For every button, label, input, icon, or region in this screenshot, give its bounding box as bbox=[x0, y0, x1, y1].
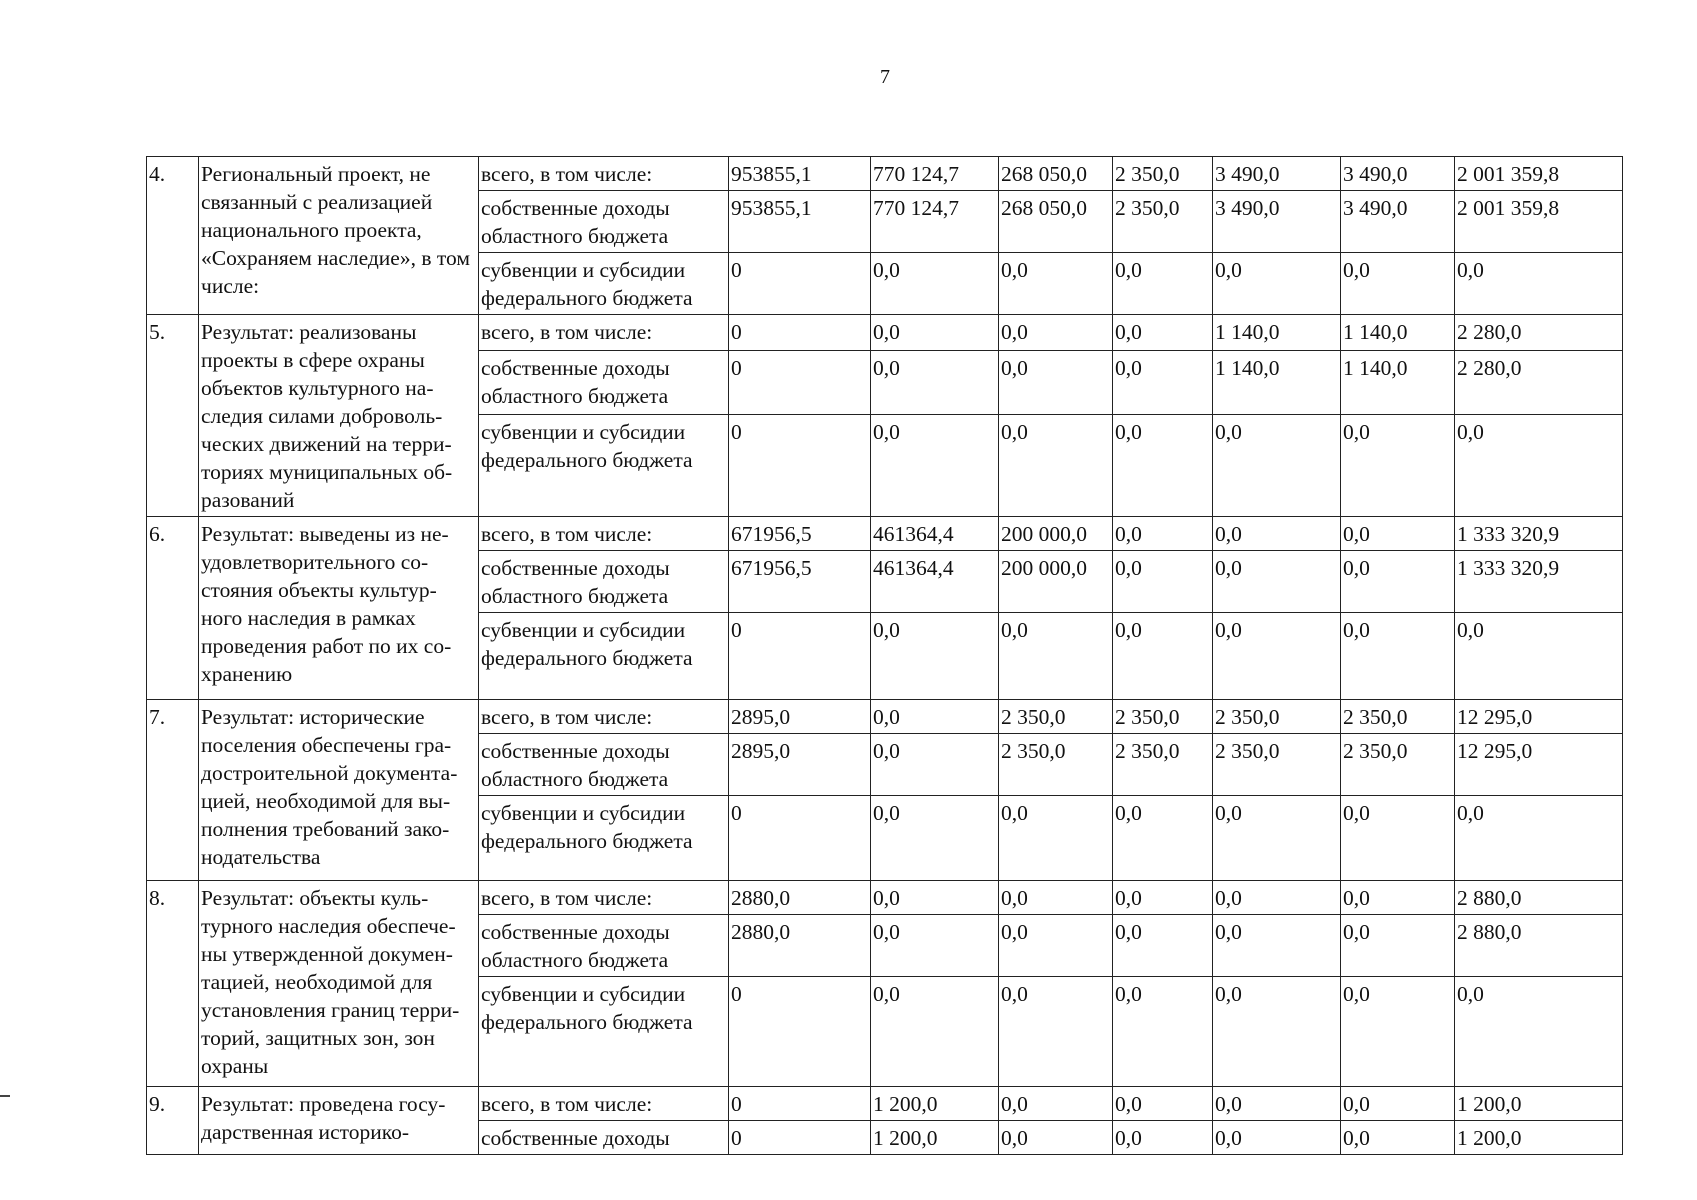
total-value: 2 001 359,8 bbox=[1455, 191, 1623, 253]
year-value: 0 bbox=[729, 350, 871, 415]
total-value: 1 333 320,9 bbox=[1455, 517, 1623, 551]
year-value: 0,0 bbox=[999, 350, 1113, 415]
year-value: 2 350,0 bbox=[1341, 700, 1455, 734]
item-description: Результат: выведены из не- удовлетворительного со- стояния объекты культур- ного наследия в рамках проведения работ по их со- хранению bbox=[199, 517, 479, 700]
funding-source: субвенции и субсидии федерального бюджета bbox=[479, 253, 729, 315]
year-value: 1 140,0 bbox=[1213, 350, 1341, 415]
table-row bbox=[147, 157, 1623, 191]
year-value: 0,0 bbox=[1113, 915, 1213, 977]
year-value: 2895,0 bbox=[729, 734, 871, 796]
year-value: 268 050,0 bbox=[999, 191, 1113, 253]
year-value: 0 bbox=[729, 1121, 871, 1155]
year-value: 1 140,0 bbox=[1213, 315, 1341, 351]
year-value: 0,0 bbox=[1341, 253, 1455, 315]
table-row bbox=[147, 1087, 1623, 1121]
item-number: 6. bbox=[147, 517, 199, 700]
year-value: 0,0 bbox=[999, 915, 1113, 977]
year-value: 0,0 bbox=[871, 881, 999, 915]
total-value: 2 880,0 bbox=[1455, 881, 1623, 915]
budget-table-body bbox=[147, 157, 1623, 1155]
year-value: 0,0 bbox=[1213, 1087, 1341, 1121]
total-value: 2 001 359,8 bbox=[1455, 157, 1623, 191]
year-value: 0,0 bbox=[871, 350, 999, 415]
year-value: 0,0 bbox=[1213, 253, 1341, 315]
year-value: 3 490,0 bbox=[1341, 157, 1455, 191]
year-value: 0,0 bbox=[1113, 253, 1213, 315]
year-value: 0,0 bbox=[1113, 1087, 1213, 1121]
year-value: 0,0 bbox=[871, 415, 999, 517]
year-value: 0 bbox=[729, 796, 871, 881]
year-value: 0,0 bbox=[999, 1087, 1113, 1121]
year-value: 1 200,0 bbox=[871, 1087, 999, 1121]
item-number: 7. bbox=[147, 700, 199, 881]
funding-source: всего, в том числе: bbox=[479, 157, 729, 191]
year-value: 0 bbox=[729, 613, 871, 700]
item-description: Результат: реализованы проекты в сфере охраны объектов культурного на- следия силами доброволь- ческих движений на терри- ториях муниципальных об- разований bbox=[199, 315, 479, 517]
year-value: 0,0 bbox=[999, 1121, 1113, 1155]
year-value: 200 000,0 bbox=[999, 551, 1113, 613]
year-value: 2 350,0 bbox=[1213, 700, 1341, 734]
year-value: 0,0 bbox=[999, 253, 1113, 315]
year-value: 0,0 bbox=[1213, 517, 1341, 551]
year-value: 0,0 bbox=[1113, 415, 1213, 517]
total-value: 2 280,0 bbox=[1455, 350, 1623, 415]
funding-source: собственные доходы областного бюджета bbox=[479, 350, 729, 415]
year-value: 0,0 bbox=[1113, 517, 1213, 551]
year-value: 0,0 bbox=[1113, 613, 1213, 700]
funding-source: всего, в том числе: bbox=[479, 517, 729, 551]
total-value: 0,0 bbox=[1455, 613, 1623, 700]
year-value: 2 350,0 bbox=[999, 700, 1113, 734]
year-value: 0,0 bbox=[871, 315, 999, 351]
year-value: 671956,5 bbox=[729, 517, 871, 551]
item-description: Результат: проведена госу- дарственная историко- bbox=[199, 1087, 479, 1155]
year-value: 2880,0 bbox=[729, 915, 871, 977]
item-number: 4. bbox=[147, 157, 199, 315]
year-value: 0,0 bbox=[1341, 613, 1455, 700]
year-value: 0 bbox=[729, 253, 871, 315]
total-value: 1 200,0 bbox=[1455, 1121, 1623, 1155]
item-description: Региональный проект, не связанный с реализацией национального проекта, «Сохраняем наследие», в том числе: bbox=[199, 157, 479, 315]
year-value: 0,0 bbox=[1213, 977, 1341, 1087]
year-value: 0,0 bbox=[1341, 1121, 1455, 1155]
table-row bbox=[147, 315, 1623, 351]
year-value: 0,0 bbox=[1113, 1121, 1213, 1155]
year-value: 0 bbox=[729, 315, 871, 351]
year-value: 0,0 bbox=[1341, 881, 1455, 915]
funding-source: собственные доходы областного бюджета bbox=[479, 734, 729, 796]
year-value: 0,0 bbox=[1213, 796, 1341, 881]
year-value: 0,0 bbox=[999, 315, 1113, 351]
item-description: Результат: объекты куль- турного наследия обеспече- ны утвержденной докумен- тацией, необходимой для установления границ терри- торий, защитных зон, зон охраны bbox=[199, 881, 479, 1087]
table-row bbox=[147, 517, 1623, 551]
year-value: 0 bbox=[729, 415, 871, 517]
funding-source: субвенции и субсидии федерального бюджета bbox=[479, 977, 729, 1087]
year-value: 0,0 bbox=[871, 796, 999, 881]
year-value: 2 350,0 bbox=[1113, 734, 1213, 796]
year-value: 0,0 bbox=[999, 881, 1113, 915]
year-value: 0,0 bbox=[999, 415, 1113, 517]
item-number: 8. bbox=[147, 881, 199, 1087]
year-value: 0,0 bbox=[999, 796, 1113, 881]
year-value: 2 350,0 bbox=[1113, 700, 1213, 734]
year-value: 1 200,0 bbox=[871, 1121, 999, 1155]
funding-source: всего, в том числе: bbox=[479, 881, 729, 915]
table-row bbox=[147, 881, 1623, 915]
funding-source: собственные доходы областного бюджета bbox=[479, 915, 729, 977]
item-number: 9. bbox=[147, 1087, 199, 1155]
year-value: 3 490,0 bbox=[1341, 191, 1455, 253]
year-value: 2 350,0 bbox=[1113, 191, 1213, 253]
total-value: 12 295,0 bbox=[1455, 700, 1623, 734]
total-value: 0,0 bbox=[1455, 977, 1623, 1087]
year-value: 461364,4 bbox=[871, 551, 999, 613]
year-value: 953855,1 bbox=[729, 191, 871, 253]
year-value: 0,0 bbox=[1213, 415, 1341, 517]
year-value: 0,0 bbox=[1213, 1121, 1341, 1155]
year-value: 770 124,7 bbox=[871, 157, 999, 191]
year-value: 0,0 bbox=[1113, 350, 1213, 415]
year-value: 461364,4 bbox=[871, 517, 999, 551]
year-value: 3 490,0 bbox=[1213, 157, 1341, 191]
margin-mark bbox=[0, 1095, 10, 1097]
year-value: 0,0 bbox=[1213, 915, 1341, 977]
year-value: 2895,0 bbox=[729, 700, 871, 734]
year-value: 0 bbox=[729, 977, 871, 1087]
year-value: 0,0 bbox=[1113, 881, 1213, 915]
total-value: 2 880,0 bbox=[1455, 915, 1623, 977]
year-value: 2 350,0 bbox=[1341, 734, 1455, 796]
year-value: 268 050,0 bbox=[999, 157, 1113, 191]
year-value: 953855,1 bbox=[729, 157, 871, 191]
year-value: 0,0 bbox=[871, 977, 999, 1087]
total-value: 12 295,0 bbox=[1455, 734, 1623, 796]
funding-source: собственные доходы областного бюджета bbox=[479, 551, 729, 613]
funding-source: субвенции и субсидии федерального бюджета bbox=[479, 415, 729, 517]
funding-source: субвенции и субсидии федерального бюджета bbox=[479, 613, 729, 700]
table-row bbox=[147, 700, 1623, 734]
year-value: 0,0 bbox=[1213, 551, 1341, 613]
year-value: 671956,5 bbox=[729, 551, 871, 613]
funding-source: собственные доходы областного бюджета bbox=[479, 191, 729, 253]
funding-source: собственные доходы bbox=[479, 1121, 729, 1155]
year-value: 0,0 bbox=[1213, 881, 1341, 915]
year-value: 0,0 bbox=[871, 613, 999, 700]
year-value: 0,0 bbox=[1341, 551, 1455, 613]
year-value: 0,0 bbox=[871, 700, 999, 734]
funding-source: всего, в том числе: bbox=[479, 315, 729, 351]
year-value: 0,0 bbox=[871, 915, 999, 977]
year-value: 0,0 bbox=[1341, 796, 1455, 881]
funding-source: всего, в том числе: bbox=[479, 700, 729, 734]
total-value: 1 200,0 bbox=[1455, 1087, 1623, 1121]
year-value: 0,0 bbox=[1341, 1087, 1455, 1121]
year-value: 0,0 bbox=[1341, 415, 1455, 517]
year-value: 2 350,0 bbox=[999, 734, 1113, 796]
year-value: 3 490,0 bbox=[1213, 191, 1341, 253]
year-value: 2 350,0 bbox=[1213, 734, 1341, 796]
year-value: 1 140,0 bbox=[1341, 350, 1455, 415]
total-value: 0,0 bbox=[1455, 253, 1623, 315]
budget-table bbox=[146, 156, 1623, 1155]
total-value: 0,0 bbox=[1455, 796, 1623, 881]
item-number: 5. bbox=[147, 315, 199, 517]
year-value: 0,0 bbox=[871, 734, 999, 796]
year-value: 0,0 bbox=[871, 253, 999, 315]
year-value: 0,0 bbox=[999, 977, 1113, 1087]
year-value: 0,0 bbox=[1113, 977, 1213, 1087]
page-number: 7 bbox=[880, 66, 890, 88]
year-value: 2880,0 bbox=[729, 881, 871, 915]
year-value: 0,0 bbox=[1113, 796, 1213, 881]
year-value: 0,0 bbox=[1341, 977, 1455, 1087]
total-value: 0,0 bbox=[1455, 415, 1623, 517]
total-value: 1 333 320,9 bbox=[1455, 551, 1623, 613]
year-value: 0 bbox=[729, 1087, 871, 1121]
total-value: 2 280,0 bbox=[1455, 315, 1623, 351]
year-value: 0,0 bbox=[1113, 315, 1213, 351]
year-value: 0,0 bbox=[1113, 551, 1213, 613]
year-value: 0,0 bbox=[1213, 613, 1341, 700]
item-description: Результат: исторические поселения обеспечены гра- достроительной документа- цией, необходимой для вы- полнения требований зако- нодательства bbox=[199, 700, 479, 881]
year-value: 0,0 bbox=[1341, 517, 1455, 551]
year-value: 2 350,0 bbox=[1113, 157, 1213, 191]
year-value: 1 140,0 bbox=[1341, 315, 1455, 351]
funding-source: субвенции и субсидии федерального бюджета bbox=[479, 796, 729, 881]
year-value: 0,0 bbox=[999, 613, 1113, 700]
year-value: 0,0 bbox=[1341, 915, 1455, 977]
funding-source: всего, в том числе: bbox=[479, 1087, 729, 1121]
year-value: 770 124,7 bbox=[871, 191, 999, 253]
year-value: 200 000,0 bbox=[999, 517, 1113, 551]
